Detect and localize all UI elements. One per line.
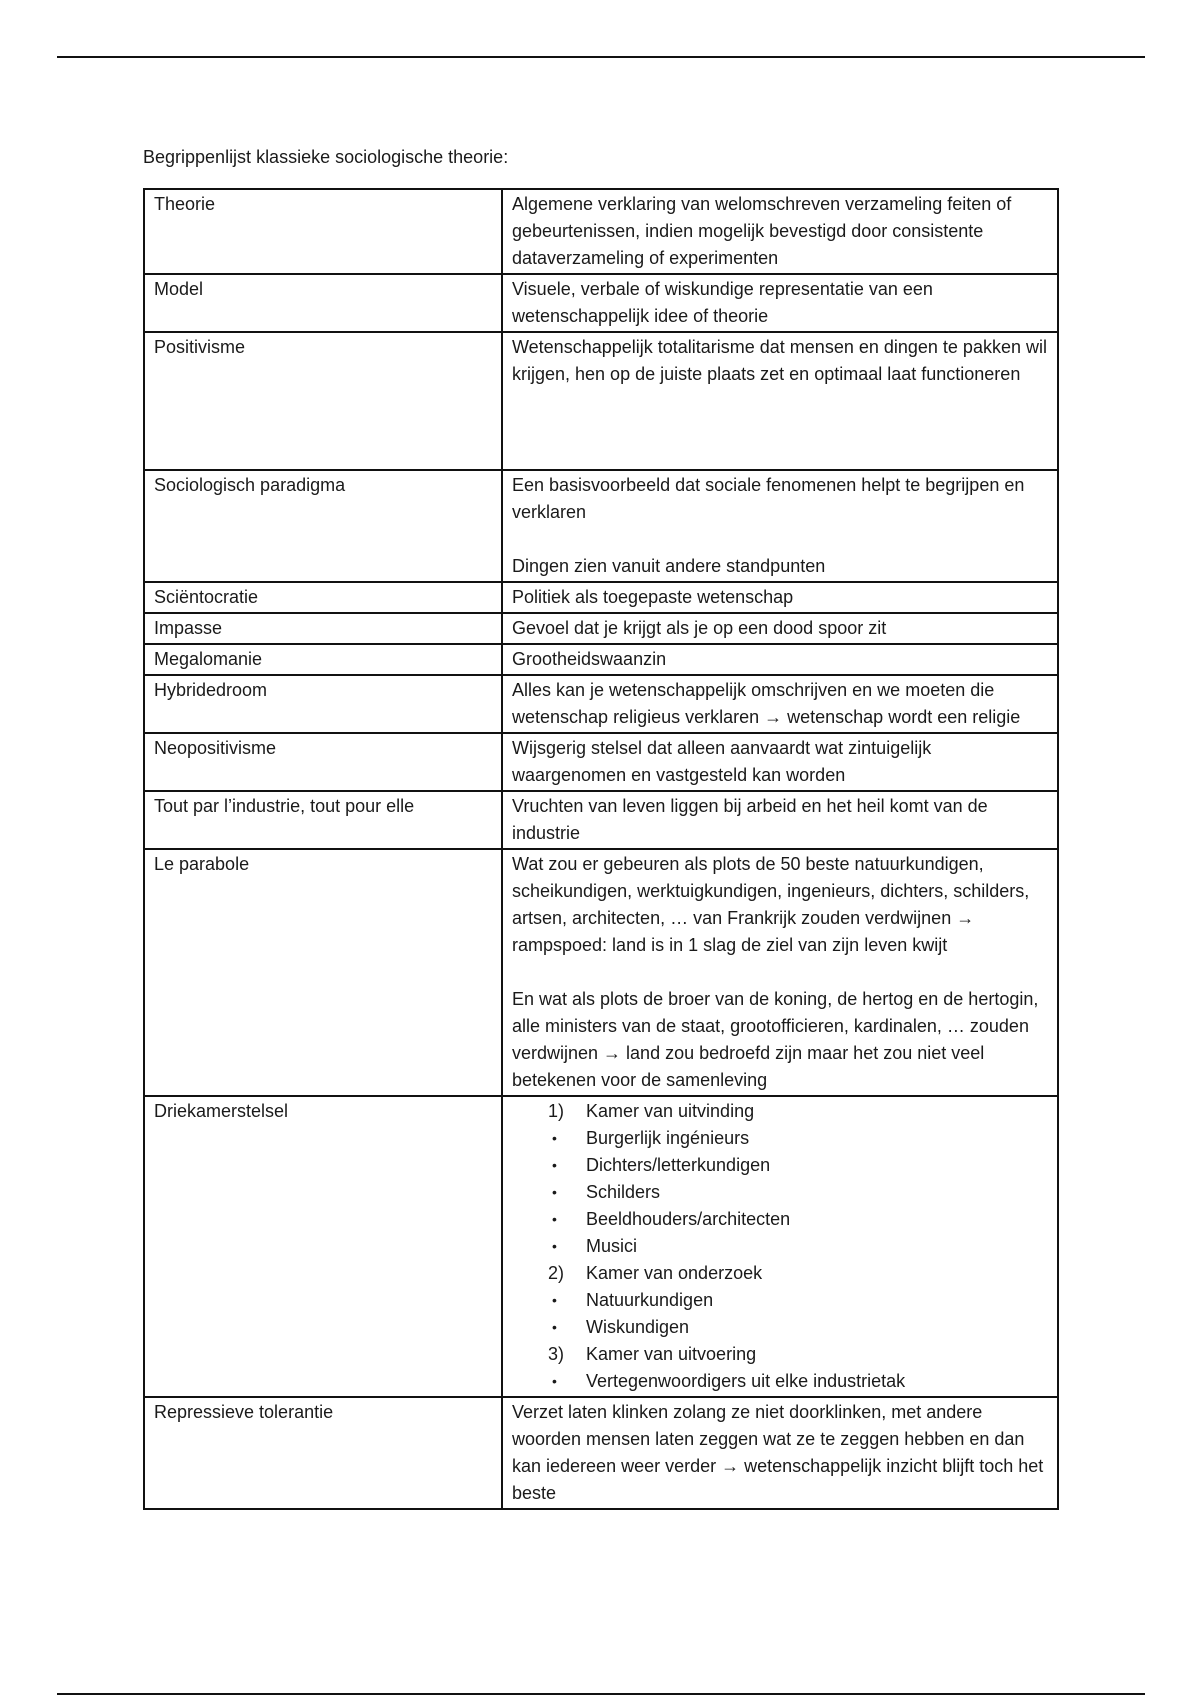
list-marker: 1) xyxy=(548,1101,565,1121)
term-cell: Sciëntocratie xyxy=(144,582,502,613)
term-cell: Sociologisch paradigma xyxy=(144,470,502,582)
list-item xyxy=(512,1341,1047,1368)
table-row xyxy=(144,675,1058,733)
definition-text: Grootheidswaanzin xyxy=(512,649,667,669)
table-row xyxy=(144,274,1058,332)
list-item xyxy=(512,1152,1047,1179)
bullet-icon: • xyxy=(552,1157,557,1173)
term-cell: Hybridedroom xyxy=(144,675,502,733)
list-item-text: Burgerlijk ingénieurs xyxy=(586,1128,750,1148)
definition-cell xyxy=(502,675,1058,733)
table-row xyxy=(144,1397,1058,1509)
table-row xyxy=(144,189,1058,274)
header-rule xyxy=(57,56,1145,58)
definition-cell xyxy=(502,849,1058,1096)
term-cell: Megalomanie xyxy=(144,644,502,675)
list-item xyxy=(512,1179,1047,1206)
list-item xyxy=(512,1098,1047,1125)
document-title: Begrippenlijst klassieke sociologische theorie: xyxy=(143,147,509,167)
term-cell: Positivisme xyxy=(144,332,502,470)
bullet-icon: • xyxy=(552,1319,557,1335)
definition-text: Alles kan je wetenschappelijk omschrijven en we moeten die wetenschap religieus verklaren → wetenschap wordt een religie xyxy=(512,680,1021,727)
list-item-text: Schilders xyxy=(586,1182,661,1202)
table-row xyxy=(144,613,1058,644)
list-item-text: Kamer van uitvoering xyxy=(586,1344,757,1364)
definition-text: Een basisvoorbeeld dat sociale fenomenen helpt te begrijpen en verklaren xyxy=(512,475,1025,522)
bullet-icon: • xyxy=(552,1130,557,1146)
term-cell: Driekamerstelsel xyxy=(144,1096,502,1397)
definition-cell xyxy=(502,644,1058,675)
paragraph-gap xyxy=(512,959,1047,986)
footer-rule xyxy=(57,1693,1145,1695)
list-item xyxy=(512,1260,1047,1287)
list-item xyxy=(512,1368,1047,1395)
term-cell: Model xyxy=(144,274,502,332)
term-cell: Le parabole xyxy=(144,849,502,1096)
bullet-icon: • xyxy=(552,1373,557,1389)
list-item-text: Natuurkundigen xyxy=(586,1290,714,1310)
list-item xyxy=(512,1314,1047,1341)
bullet-icon: • xyxy=(552,1184,557,1200)
definition-cell xyxy=(502,791,1058,849)
definition-cell xyxy=(502,470,1058,582)
definition-text: Politiek als toegepaste wetenschap xyxy=(512,587,794,607)
table-row xyxy=(144,733,1058,791)
definition-text: Vruchten van leven liggen bij arbeid en het heil komt van de industrie xyxy=(512,796,988,843)
definition-cell xyxy=(502,733,1058,791)
list-item xyxy=(512,1125,1047,1152)
glossary-table xyxy=(143,188,1059,1510)
table-row xyxy=(144,849,1058,1096)
definition-text: En wat als plots de broer van de koning, de hertog en de hertogin, alle ministers van de staat, grootofficieren, kardinalen, … zouden verdwijnen → land zou bedroefd zijn maar het zou niet veel betekenen voor de samenleving xyxy=(512,989,1039,1090)
term-cell: Neopositivisme xyxy=(144,733,502,791)
table-row xyxy=(144,791,1058,849)
table-row xyxy=(144,644,1058,675)
definition-text: Algemene verklaring van welomschreven verzameling feiten of gebeurtenissen, indien mogelijk bevestigd door consistente dataverzameling of experimenten xyxy=(512,194,1012,268)
definition-cell xyxy=(502,613,1058,644)
list-marker: 3) xyxy=(548,1344,565,1364)
definition-cell xyxy=(502,582,1058,613)
definition-text: Wijsgerig stelsel dat alleen aanvaardt wat zintuigelijk waargenomen en vastgesteld kan worden xyxy=(512,738,932,785)
bullet-icon: • xyxy=(552,1211,557,1227)
definition-text: Wetenschappelijk totalitarisme dat mensen en dingen te pakken wil krijgen, hen op de juiste plaats zet en optimaal laat functioneren xyxy=(512,337,1047,384)
list-marker: 2) xyxy=(548,1263,565,1283)
table-row xyxy=(144,470,1058,582)
bullet-icon: • xyxy=(552,1292,557,1308)
definition-text: Wat zou er gebeuren als plots de 50 beste natuurkundigen, scheikundigen, werktuigkundigen, ingenieurs, dichters, schilders, artsen, architecten, … van Frankrijk zouden verdwijnen → rampspoed: land is in 1 slag de ziel van zijn leven kwijt xyxy=(512,854,1030,955)
definition-cell xyxy=(502,332,1058,470)
list-item-text: Dichters/letterkundigen xyxy=(586,1155,771,1175)
list-item-text: Beeldhouders/architecten xyxy=(586,1209,791,1229)
list-item xyxy=(512,1287,1047,1314)
definition-cell xyxy=(502,274,1058,332)
paragraph-gap xyxy=(512,526,1047,553)
list-item-text: Kamer van uitvinding xyxy=(586,1101,755,1121)
list-item xyxy=(512,1206,1047,1233)
definition-cell xyxy=(502,189,1058,274)
list-item-text: Wiskundigen xyxy=(586,1317,690,1337)
definition-text: Dingen zien vanuit andere standpunten xyxy=(512,556,826,576)
list-item-text: Kamer van onderzoek xyxy=(586,1263,763,1283)
bullet-icon: • xyxy=(552,1238,557,1254)
term-cell: Tout par l’industrie, tout pour elle xyxy=(144,791,502,849)
list-item-text: Vertegenwoordigers uit elke industrietak xyxy=(586,1371,906,1391)
list-item-text: Musici xyxy=(586,1236,638,1256)
definition-text: Verzet laten klinken zolang ze niet doorklinken, met andere woorden mensen laten zeggen wat ze te zeggen hebben en dan kan iedereen weer verder → wetenschappelijk inzicht blijft toch het beste xyxy=(512,1402,1044,1503)
table-row xyxy=(144,1096,1058,1397)
definition-text: Gevoel dat je krijgt als je op een dood spoor zit xyxy=(512,618,887,638)
definition-cell xyxy=(502,1096,1058,1397)
term-cell: Theorie xyxy=(144,189,502,274)
term-cell: Repressieve tolerantie xyxy=(144,1397,502,1509)
definition-cell xyxy=(502,1397,1058,1509)
definition-text: Visuele, verbale of wiskundige representatie van een wetenschappelijk idee of theorie xyxy=(512,279,933,326)
table-row xyxy=(144,582,1058,613)
list-item xyxy=(512,1233,1047,1260)
table-row xyxy=(144,332,1058,470)
term-cell: Impasse xyxy=(144,613,502,644)
